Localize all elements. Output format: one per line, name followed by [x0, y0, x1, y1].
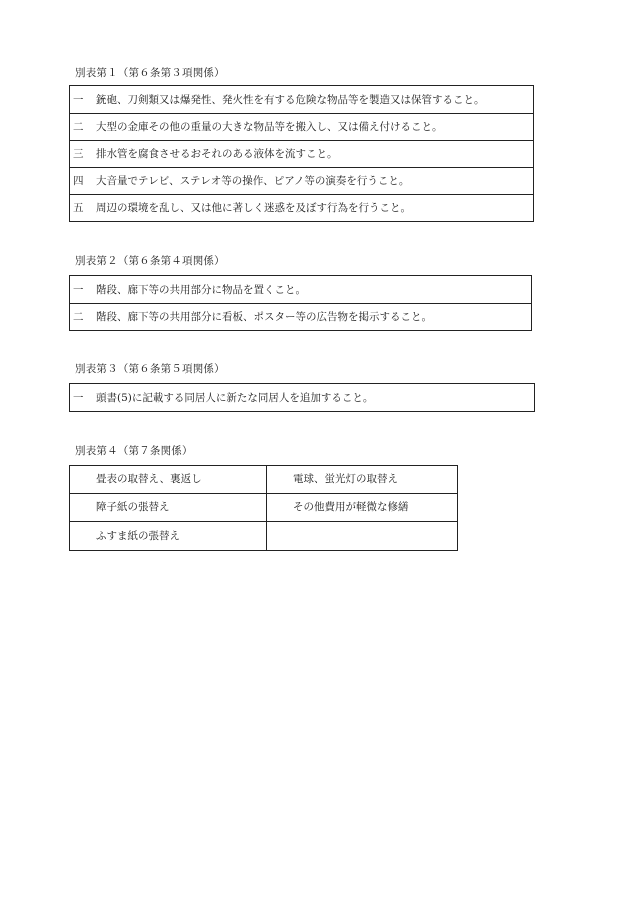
table-row — [70, 384, 534, 411]
table-cell: 障子紙の張替え — [70, 494, 267, 522]
table-cell: ふすま紙の張替え — [70, 522, 267, 550]
row-number: 三 — [73, 147, 84, 160]
row-text: 大型の金庫その他の重量の大きな物品等を搬入し、又は備え付けること。 — [96, 120, 443, 133]
table-2-title: 別表第２（第６条第４項関係） — [75, 255, 225, 267]
table-row — [70, 167, 533, 194]
table-1 — [69, 85, 534, 222]
table-row — [70, 113, 533, 140]
row-number: 二 — [73, 310, 84, 323]
row-text: 大音量でテレビ、ステレオ等の操作、ピアノ等の演奏を行うこと。 — [96, 174, 410, 187]
table-row — [70, 140, 533, 167]
row-text: 周辺の環境を乱し、又は他に著しく迷惑を及ぼす行為を行うこと。 — [96, 201, 411, 214]
table-row — [70, 86, 533, 113]
row-number: 一 — [73, 391, 84, 404]
table-row — [70, 276, 531, 303]
row-text: 銃砲、刀剣類又は爆発性、発火性を有する危険な物品等を製造又は保管すること。 — [96, 93, 485, 106]
table-cell-empty — [267, 522, 457, 550]
table-4 — [69, 465, 458, 551]
row-text: 頭書(5)に記載する同居人に新たな同居人を追加すること。 — [96, 391, 374, 404]
row-number: 二 — [73, 120, 84, 133]
table-cell: 畳表の取替え、裏返し — [70, 466, 267, 494]
table-4-title: 別表第４（第７条関係） — [75, 445, 193, 457]
row-number: 一 — [73, 283, 84, 296]
row-number: 五 — [73, 201, 84, 214]
row-number: 四 — [73, 174, 84, 187]
table-3-title: 別表第３（第６条第５項関係） — [75, 363, 225, 375]
row-number: 一 — [73, 93, 84, 106]
table-2 — [69, 275, 532, 331]
row-text: 排水管を腐食させるおそれのある液体を流すこと。 — [96, 147, 338, 160]
table-cell: その他費用が軽微な修繕 — [267, 494, 457, 522]
row-text: 階段、廊下等の共用部分に看板、ポスター等の広告物を掲示すること。 — [96, 310, 432, 323]
table-row — [70, 194, 533, 221]
table-row — [70, 303, 531, 330]
table-3 — [69, 383, 535, 412]
table-1-title: 別表第１（第６条第３項関係） — [75, 67, 225, 79]
row-text: 階段、廊下等の共用部分に物品を置くこと。 — [96, 283, 306, 296]
table-cell: 電球、蛍光灯の取替え — [267, 466, 457, 494]
